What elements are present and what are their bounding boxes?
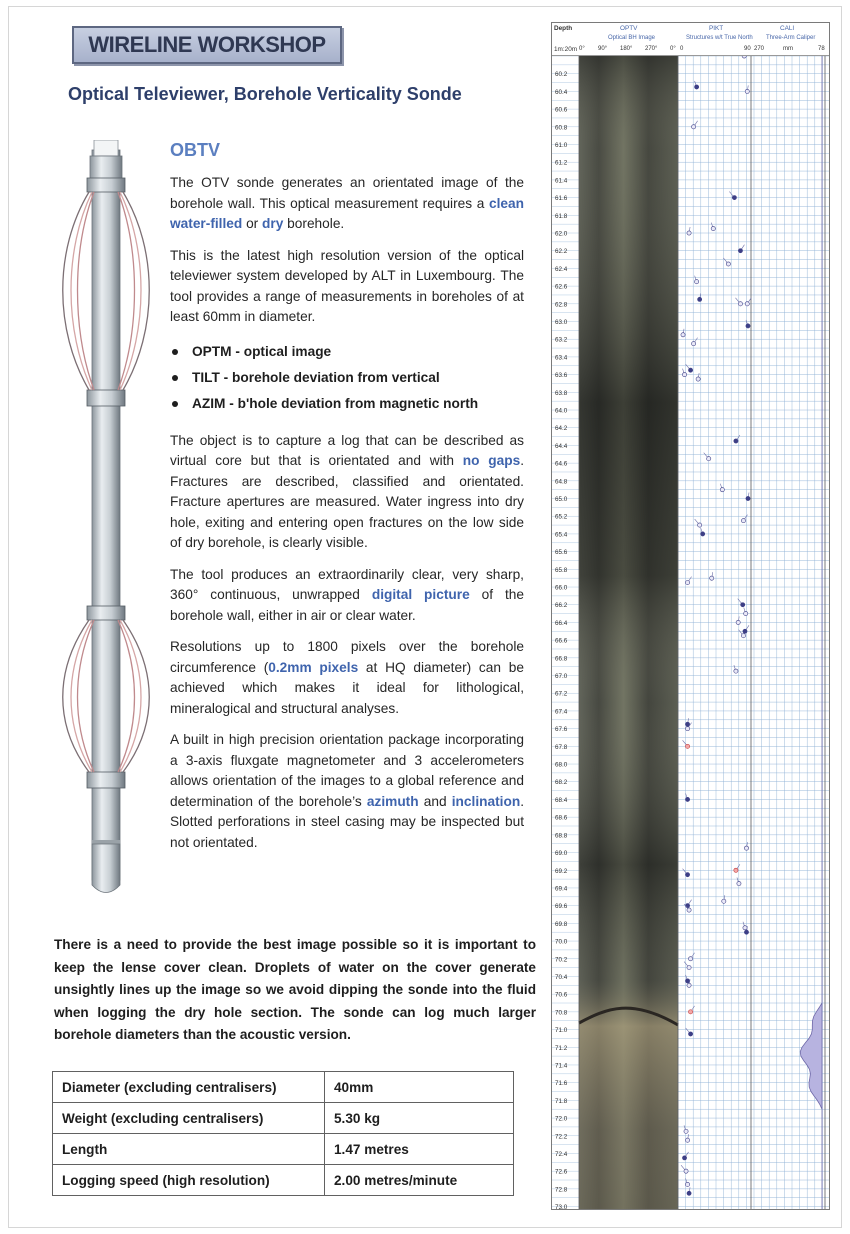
optv-header: OPTV <box>620 25 638 32</box>
tadpole-marker <box>685 1182 689 1186</box>
depth-label: 64.0 <box>555 407 568 415</box>
cali-tick: mm <box>783 46 793 52</box>
tadpole-marker <box>710 576 714 580</box>
depth-label: 71.2 <box>555 1044 568 1052</box>
depth-label: 72.4 <box>555 1150 568 1158</box>
spec-label: Logging speed (high resolution) <box>53 1165 325 1196</box>
depth-label: 70.0 <box>555 938 568 946</box>
text-run: The tool produces an extraordinarily clear, very sharp, 360° continuous, unwrapped <box>170 566 524 602</box>
depth-label: 64.6 <box>555 460 568 468</box>
tadpole-marker <box>687 983 691 987</box>
spec-value: 1.47 metres <box>325 1134 514 1165</box>
depth-label: 63.8 <box>555 389 568 397</box>
tadpole-marker <box>741 603 745 607</box>
depth-header: Depth <box>554 25 573 32</box>
tadpole-marker <box>746 324 750 328</box>
depth-label: 62.2 <box>555 248 568 256</box>
tadpole-marker <box>681 333 685 337</box>
depth-label: 71.8 <box>555 1097 568 1105</box>
tadpole-marker <box>695 280 699 284</box>
tadpole-marker <box>687 908 691 912</box>
section-title: OBTV <box>170 140 221 160</box>
tadpole-marker <box>720 488 724 492</box>
tadpole-marker <box>743 926 747 930</box>
tadpole-marker <box>741 634 745 638</box>
table-row <box>53 1103 514 1134</box>
tadpole-marker <box>738 249 742 253</box>
tadpole-marker <box>736 620 740 624</box>
spec-label: Length <box>53 1134 325 1165</box>
tadpole-marker <box>685 1138 689 1142</box>
tadpole-marker <box>692 342 696 346</box>
highlight-pixels: 0.2mm pixels <box>268 659 359 675</box>
tadpole-marker <box>684 1169 688 1173</box>
highlight-inclination: inclination <box>451 793 521 809</box>
tadpole-marker <box>685 581 689 585</box>
tadpole-marker <box>744 846 748 850</box>
depth-label: 67.4 <box>555 708 568 716</box>
tadpole-marker <box>685 797 689 801</box>
tadpole-marker <box>711 226 715 230</box>
list-item: AZIM - b'hole deviation from magnetic north <box>170 391 524 417</box>
text-run: and <box>418 793 452 809</box>
caliper-curve <box>800 56 822 1210</box>
text-run: Resolutions up to 1800 pixels over the borehole circumference ( <box>170 639 524 675</box>
borehole-log <box>551 22 830 1210</box>
highlight-digital-picture: digital picture <box>371 587 470 602</box>
tadpole-marker <box>692 125 696 129</box>
highlight-clean-water: clean water-filled <box>170 195 524 231</box>
depth-label: 68.8 <box>555 832 568 840</box>
depth-label: 73.0 <box>555 1204 568 1211</box>
brand-logo <box>72 26 342 64</box>
measurement-list <box>170 339 524 417</box>
picture-paragraph <box>170 565 524 627</box>
tadpole-marker <box>707 457 711 461</box>
table-row <box>53 1165 514 1196</box>
depth-label: 72.6 <box>555 1168 568 1176</box>
depth-label: 61.2 <box>555 159 568 167</box>
optv-tick: 0° <box>579 46 585 52</box>
tadpole-marker <box>684 1129 688 1133</box>
intro-paragraph <box>170 173 524 235</box>
text-run: . Fractures are described, classified and orientated. Fracture apertures are measured. Water ingress into dry hole, exiting and entering open fractures on the low side of dry borehole, is clearly visible. <box>170 453 524 550</box>
depth-label: 65.8 <box>555 566 568 574</box>
text-run: borehole. <box>283 216 345 231</box>
highlight-dry: dry <box>262 216 284 231</box>
tadpole-marker <box>685 979 689 983</box>
spec-value: 5.30 kg <box>325 1103 514 1134</box>
optv-subheader: Optical BH Image <box>608 35 656 41</box>
depth-label: 70.4 <box>555 973 568 981</box>
depth-label: 60.2 <box>555 71 568 79</box>
depth-label: 69.6 <box>555 903 568 911</box>
depth-label: 62.8 <box>555 301 568 309</box>
tadpole-marker <box>687 1191 691 1195</box>
tadpole-marker <box>688 368 692 372</box>
tadpole-marker <box>688 957 692 961</box>
tadpole-marker <box>688 1010 692 1014</box>
depth-label: 61.6 <box>555 195 568 203</box>
optv-tick: 270° <box>645 46 658 52</box>
depth-label: 65.2 <box>555 513 568 521</box>
depth-label: 67.0 <box>555 673 568 681</box>
depth-label: 70.6 <box>555 991 568 999</box>
list-item: OPTM - optical image <box>170 339 524 365</box>
tadpole-marker <box>741 519 745 523</box>
tadpole-marker <box>685 744 689 748</box>
spec-label: Weight (excluding centralisers) <box>53 1103 325 1134</box>
log-graphic <box>552 23 830 1210</box>
sonde-illustration <box>56 140 156 900</box>
tadpole-marker <box>682 1156 686 1160</box>
depth-label: 61.8 <box>555 212 568 220</box>
spec-value: 40mm <box>325 1072 514 1103</box>
depth-label: 68.0 <box>555 761 568 769</box>
highlight-no-gaps: no gaps <box>462 453 521 468</box>
depth-label: 67.2 <box>555 690 568 698</box>
depth-label: 67.8 <box>555 743 568 751</box>
depth-scale-label: 1m:20m <box>554 46 578 53</box>
depth-label: 71.4 <box>555 1062 568 1070</box>
lens-care-note: There is a need to provide the best image possible so it is important to keep the lense cover clean. Droplets of water on the cover generate unsightly lines up the image so we avoid dipping the sonde into the fluid when logging the dry hole section. The sonde can log much larger borehole diameters than the acoustic version. <box>54 937 536 1042</box>
description-column <box>170 140 524 864</box>
depth-label: 72.8 <box>555 1186 568 1194</box>
table-row <box>53 1072 514 1103</box>
tadpole-marker <box>738 302 742 306</box>
tadpole-marker <box>695 85 699 89</box>
depth-label: 63.0 <box>555 319 568 327</box>
tadpole-marker <box>743 629 747 633</box>
tadpole-marker <box>744 611 748 615</box>
tadpole-marker <box>682 373 686 377</box>
tadpole-marker <box>685 873 689 877</box>
pikt-tick: 90 <box>744 46 751 52</box>
specifications-table <box>52 1071 514 1196</box>
depth-label: 69.2 <box>555 867 568 875</box>
depth-label: 71.6 <box>555 1080 568 1088</box>
tadpole-marker <box>745 89 749 93</box>
highlight-azimuth: azimuth <box>366 793 419 809</box>
tadpole-marker <box>745 302 749 306</box>
tadpole-marker <box>734 868 738 872</box>
tadpole-marker <box>701 532 705 536</box>
tadpole-marker <box>685 722 689 726</box>
cali-subheader: Three-Arm Caliper <box>766 35 816 41</box>
text-run: The object is to capture a log that can be described as virtual core but that is orientated and with <box>170 432 524 468</box>
log-header <box>552 23 830 56</box>
depth-label: 69.8 <box>555 920 568 928</box>
pikt-subheader: Structures w/t True North <box>686 35 753 41</box>
depth-label: 64.8 <box>555 478 568 486</box>
depth-label: 60.4 <box>555 88 568 96</box>
depth-label: 62.4 <box>555 265 568 273</box>
depth-label: 63.6 <box>555 372 568 380</box>
text-run: or <box>242 216 263 231</box>
optv-tick: 90° <box>598 46 608 52</box>
tadpole-marker <box>685 904 689 908</box>
cali-tick: 270 <box>754 46 765 52</box>
depth-label: 72.0 <box>555 1115 568 1123</box>
depth-label: 69.0 <box>555 850 568 858</box>
depth-label: 65.4 <box>555 531 568 539</box>
depth-label: 65.6 <box>555 549 568 557</box>
depth-label: 61.0 <box>555 142 568 150</box>
text-run: A built in high precision orientation package incorporating a 3-axis fluxgate magnetometer and 3 accelerometers allows orientation of the images to a global reference and determination of the borehole’s <box>170 732 524 809</box>
table-row <box>53 1134 514 1165</box>
tadpole-marker <box>746 496 750 500</box>
depth-label: 66.2 <box>555 602 568 610</box>
tadpole-marker <box>734 669 738 673</box>
resolution-paragraph <box>170 637 524 719</box>
tadpole-marker <box>685 727 689 731</box>
optical-image-banding <box>579 56 678 1210</box>
version-paragraph: This is the latest high resolution version of the optical televiewer system developed by ALT in Luxembourg. The tool provides a range of measurements in boreholes of at least 60mm in diameter. <box>170 247 524 324</box>
depth-label: 66.4 <box>555 619 568 627</box>
depth-label: 63.2 <box>555 336 568 344</box>
brand-text: WIRELINE WORKSHOP <box>88 32 326 57</box>
tadpole-marker <box>744 930 748 934</box>
depth-label: 64.4 <box>555 442 568 450</box>
depth-label: 61.4 <box>555 177 568 185</box>
depth-label: 68.4 <box>555 796 568 804</box>
depth-label: 70.2 <box>555 956 568 964</box>
depth-label: 60.8 <box>555 124 568 132</box>
depth-label: 62.0 <box>555 230 568 238</box>
depth-label: 69.4 <box>555 885 568 893</box>
tadpole-marker <box>726 262 730 266</box>
depth-label: 63.4 <box>555 354 568 362</box>
pikt-tick: 0 <box>680 46 684 52</box>
depth-label: 65.0 <box>555 496 568 504</box>
tadpole-marker <box>734 439 738 443</box>
depth-label: 70.8 <box>555 1009 568 1017</box>
depth-label: 60.6 <box>555 106 568 114</box>
depth-label: 66.8 <box>555 655 568 663</box>
text-run: . Slotted perforations in steel casing may be inspected but not orientated. <box>170 793 524 850</box>
text-run: at HQ diameter) can be achieved which makes it ideal for lithological, mineralogical and structural analyses. <box>170 659 524 716</box>
depth-label: 68.6 <box>555 814 568 822</box>
spec-value: 2.00 metres/minute <box>325 1165 514 1196</box>
depth-label: 66.6 <box>555 637 568 645</box>
optv-tick: 0° <box>670 46 676 52</box>
cali-header: CALI <box>780 25 795 32</box>
depth-label: 64.2 <box>555 425 568 433</box>
depth-label: 62.6 <box>555 283 568 291</box>
page-subtitle: Optical Televiewer, Borehole Verticality Sonde <box>68 84 462 104</box>
tadpole-marker <box>722 899 726 903</box>
spec-label: Diameter (excluding centralisers) <box>53 1072 325 1103</box>
optv-tick: 180° <box>620 46 633 52</box>
depth-label: 67.6 <box>555 726 568 734</box>
text-run: of the borehole wall, either in air or clear water. <box>170 587 524 623</box>
text-run: The OTV sonde generates an orientated image of the borehole wall. This optical measurement requires a <box>170 175 524 211</box>
objective-paragraph <box>170 431 524 554</box>
depth-label: 71.0 <box>555 1027 568 1035</box>
cali-tick: 78 <box>818 46 825 52</box>
depth-label: 72.2 <box>555 1133 568 1141</box>
tadpole-marker <box>698 297 702 301</box>
tadpole-marker <box>732 196 736 200</box>
tadpole-marker <box>696 377 700 381</box>
tadpole-marker <box>687 231 691 235</box>
tadpole-marker <box>737 881 741 885</box>
list-item: TILT - borehole deviation from vertical <box>170 365 524 391</box>
depth-label: 66.0 <box>555 584 568 592</box>
tadpole-marker <box>688 1032 692 1036</box>
depth-label: 68.2 <box>555 779 568 787</box>
orientation-paragraph <box>170 730 524 853</box>
tadpole-marker <box>698 523 702 527</box>
pikt-header: PIKT <box>709 25 724 32</box>
tadpole-marker <box>687 966 691 970</box>
